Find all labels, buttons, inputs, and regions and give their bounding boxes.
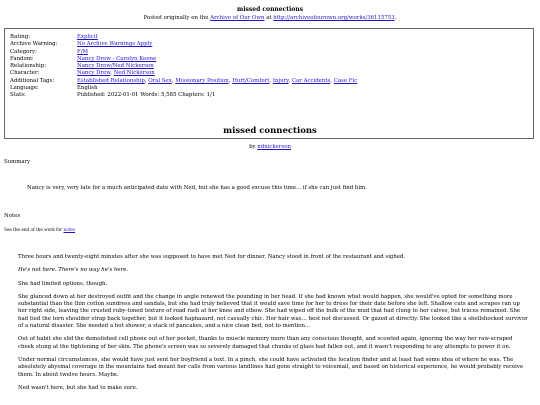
metadata-value [77, 49, 357, 56]
tag-link[interactable]: No Archive Warnings Apply [77, 41, 153, 48]
tag-link[interactable]: Nancy Drew - Carolyn Keene [77, 55, 157, 62]
metadata-value [77, 41, 357, 48]
author-link[interactable]: ndnickerson [257, 144, 291, 150]
metadata-key: Additional Tags: [10, 77, 55, 84]
metadata-key: Rating: [10, 34, 31, 40]
metadata-row [10, 70, 357, 77]
summary-text: Nancy is very, very late for a much anticipated date with Ned, but she has a good excuse this time... if she can just find him. [27, 185, 367, 191]
metadata-key: Stats: [10, 92, 26, 99]
metadata-row [10, 41, 357, 48]
metadata-box [4, 28, 534, 139]
metadata-value [77, 34, 357, 41]
tag-link[interactable]: Missionary Position [175, 77, 229, 84]
metadata-value [77, 63, 357, 70]
tag-link[interactable]: Nancy Drew [77, 70, 111, 77]
metadata-value: English [77, 85, 98, 92]
header-title: missed connections [236, 6, 304, 13]
posted-line [0, 15, 540, 22]
chapter-paragraph: Three hours and twenty-eight minutes after she was supposed to have met Ned for dinner, Nancy stood in front of the restaurant and sighed. [18, 254, 406, 260]
notes-heading: Notes [4, 213, 21, 219]
metadata-key: Character: [10, 70, 40, 77]
tag-link[interactable]: Hurt/Comfort [232, 77, 270, 84]
metadata-row [10, 49, 357, 56]
chapter-paragraph: She had limited options, though. [18, 280, 108, 287]
tag-link[interactable]: Injury [272, 77, 289, 84]
metadata-value: Established Relationship, Oral Sex, Missionary Position, Hurt/Comfort, Injury, Car Accidents, Case Fic [77, 77, 358, 84]
metadata-key: Relationship: [10, 63, 47, 70]
metadata-value [77, 56, 357, 63]
metadata-key: Fandom: [10, 55, 34, 62]
at-word: at [266, 15, 272, 22]
metadata-row [10, 63, 357, 70]
notes-link[interactable]: notes [63, 227, 76, 232]
metadata-key: Language: [10, 85, 39, 92]
posted-prefix: Posted originally on the [143, 15, 209, 22]
metadata-row [10, 92, 357, 99]
tag-link[interactable]: Car Accidents [291, 77, 331, 84]
metadata-value: Published: 2022-01-01 Words: 5,585 Chapters: 1/1 [77, 92, 216, 99]
metadata-row [10, 56, 357, 63]
notes-end-prefix: See the end of the work for [4, 227, 63, 232]
archive-link[interactable]: Archive of Our Own [210, 15, 265, 22]
tag-link[interactable]: Established Relationship [77, 77, 145, 84]
chapter-paragraph: He's not here. There's no way he's here. [18, 267, 129, 274]
metadata-row [10, 34, 357, 41]
metadata-table [10, 34, 357, 100]
tag-link[interactable]: Ned Nickerson [113, 70, 155, 77]
posted-period: . [394, 15, 397, 22]
tag-link[interactable]: F/M [77, 48, 89, 55]
metadata-row [10, 85, 357, 92]
metadata-value: Nancy Drew, Ned Nickerson [77, 70, 155, 77]
notes-end-line [4, 227, 75, 233]
chapter-paragraph: Ned wasn't here, but she had to make sure. [18, 384, 138, 391]
metadata-key: Category: [10, 48, 37, 55]
byline [0, 144, 540, 151]
chapter-text [18, 254, 530, 398]
by-word: by [249, 144, 256, 150]
tag-link[interactable]: Nancy Drew/Ned Nickerson [77, 63, 154, 70]
metadata-row [10, 78, 357, 85]
tag-link[interactable]: Case Fic [333, 77, 358, 84]
work-header [0, 0, 540, 22]
tag-link[interactable]: Oral Sex [148, 77, 172, 84]
chapter-paragraph: She glanced down at her destroyed outfit and the change in angle renewed the pounding in her head. If she had known what would happen, she would've opted for something more substantial than the thin cotton sundress and sandals, but she had truly believed that it would save time for her to dress for their date before she left. Shallow cuts and scrapes ran up her right side, leaving the crusted ruby-toned texture of road rash at her knee and elbow. She had wiped off the bulk of the mud that had clung to her calves, but traces remained. She had tied the torn shoulder strap back together, but it looked haphazard, not casually chic. Her hair was… best not discussed. Or gazed at directly. She looked like a shellshocked survivor of a natural disaster. She needed a hot shower, a stack of pancakes, and a nice clean bed, not to mention… [18, 293, 528, 330]
summary-heading: Summary [4, 159, 31, 165]
tag-link[interactable]: Explicit [77, 34, 98, 40]
chapter-paragraph: Under normal circumstances, she would have just sent her boyfriend a text. In a pinch, she could have activated the location finder and at least had some idea of where he was. The absolutely abysmal coverage in the mountains had meant her calls from various landlines had gone straight to voicemail, and based on historical experience, he would probably receive them. In about twelve hours. Maybe. [18, 356, 524, 378]
metadata-key: Archive Warning: [10, 41, 58, 48]
work-title: missed connections [223, 126, 317, 136]
work-url-link[interactable]: http://archiveofourown.org/works/36115753 [273, 15, 395, 22]
chapter-paragraph: Out of habit she slid the demolished cell phone out of her pocket, thanks to muscle memory more than any conscious thought, and scowled again, ignoring the way her raw-scraped cheek stung at the tightening of her skin. The phone's screen was so severely damaged that chunks of glass had fallen out, and it wasn't responding to any attempts to power it on. [18, 336, 513, 350]
